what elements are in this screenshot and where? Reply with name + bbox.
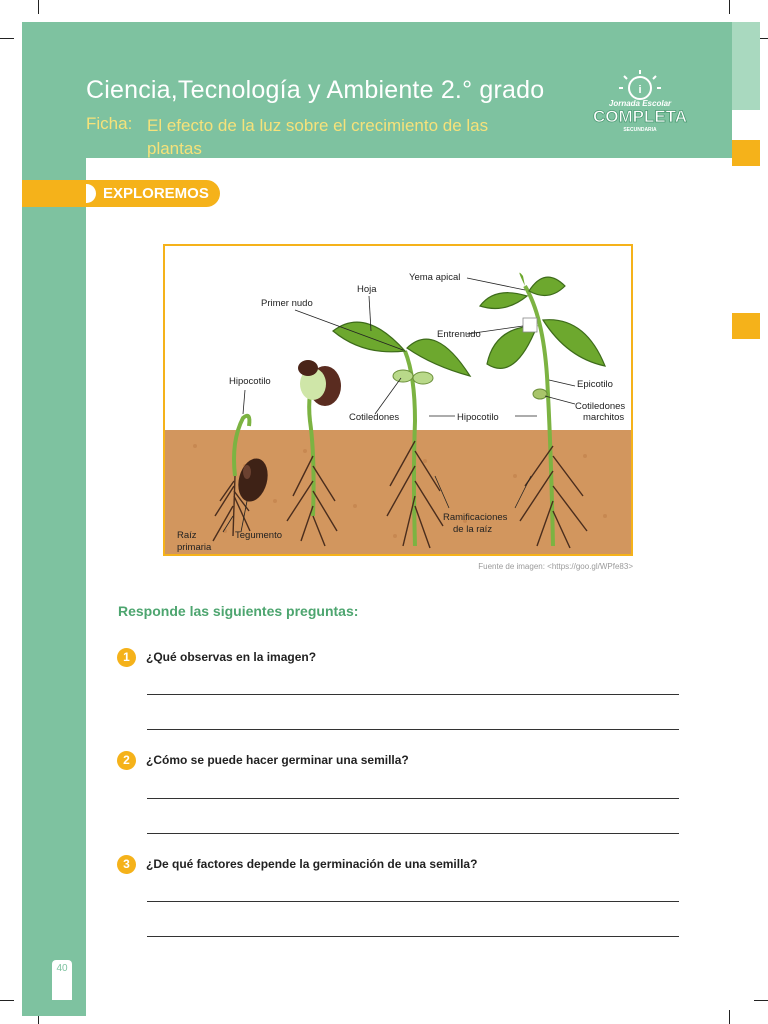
label-tegumento: Tegumento <box>235 530 283 541</box>
ficha-title: El efecto de la luz sobre el crecimiento de las plantas <box>147 116 489 158</box>
logo-line3: SECUNDARIA <box>623 127 657 133</box>
page-title: Ciencia,Tecnología y Ambiente 2.° grado <box>86 76 545 104</box>
page-number: 40 <box>52 960 72 1000</box>
crop-mark <box>754 1000 768 1001</box>
left-margin-band <box>22 22 86 1016</box>
germination-illustration <box>165 246 631 554</box>
question-text: ¿Qué observas en la imagen? <box>146 650 317 664</box>
label-primer-nudo: Primer nudo <box>261 298 313 309</box>
germination-figure <box>163 244 633 556</box>
questions-title: Responde las siguientes preguntas: <box>118 603 359 619</box>
crop-mark <box>729 0 730 14</box>
label-yema-apical: Yema apical <box>409 272 461 283</box>
crop-mark <box>0 1000 14 1001</box>
answer-line[interactable] <box>147 798 679 799</box>
logo-clock-glyph: i <box>638 84 642 96</box>
side-tab <box>732 313 760 339</box>
image-source: Fuente de imagen: <https://goo.gl/WPfe83> <box>478 562 633 571</box>
label-entrenudo: Entrenudo <box>437 329 481 340</box>
crop-mark <box>0 38 14 39</box>
label-raiz: Raíz <box>177 530 197 541</box>
answer-line[interactable] <box>147 694 679 695</box>
label-ramificaciones: Ramificaciones <box>443 512 508 523</box>
label-ramificaciones-2: de la raíz <box>453 524 493 535</box>
label-cotiledones-marchitos: Cotiledones <box>575 401 626 412</box>
answer-line[interactable] <box>147 729 679 730</box>
question-text: ¿De qué factores depende la germinación de una semilla? <box>146 857 478 871</box>
label-hipocotilo-mid: Hipocotilo <box>457 412 499 423</box>
label-cotiledones: Cotiledones <box>349 412 400 423</box>
answer-line[interactable] <box>147 833 679 834</box>
question-number: 1 <box>117 648 136 667</box>
label-raiz-2: primaria <box>177 542 212 553</box>
ficha-label: Ficha: <box>86 114 133 133</box>
question-number: 3 <box>117 855 136 874</box>
answer-line[interactable] <box>147 901 679 902</box>
label-cotiledones-marchitos-2: marchitos <box>583 412 625 423</box>
side-tab <box>732 22 760 110</box>
label-hoja: Hoja <box>357 284 377 295</box>
side-tab <box>732 140 760 166</box>
logo-line2: COMPLETA <box>592 107 688 126</box>
section-title: EXPLOREMOS <box>103 185 209 202</box>
label-hipocotilo-top: Hipocotilo <box>229 376 271 387</box>
jornada-escolar-logo <box>588 68 692 142</box>
logo-line1: Jornada Escolar <box>608 99 672 108</box>
question-text: ¿Cómo se puede hacer germinar una semilla? <box>146 753 409 767</box>
question-number: 2 <box>117 751 136 770</box>
crop-mark <box>729 1010 730 1024</box>
crop-mark <box>38 0 39 14</box>
answer-line[interactable] <box>147 936 679 937</box>
label-epicotilo: Epicotilo <box>577 379 613 390</box>
